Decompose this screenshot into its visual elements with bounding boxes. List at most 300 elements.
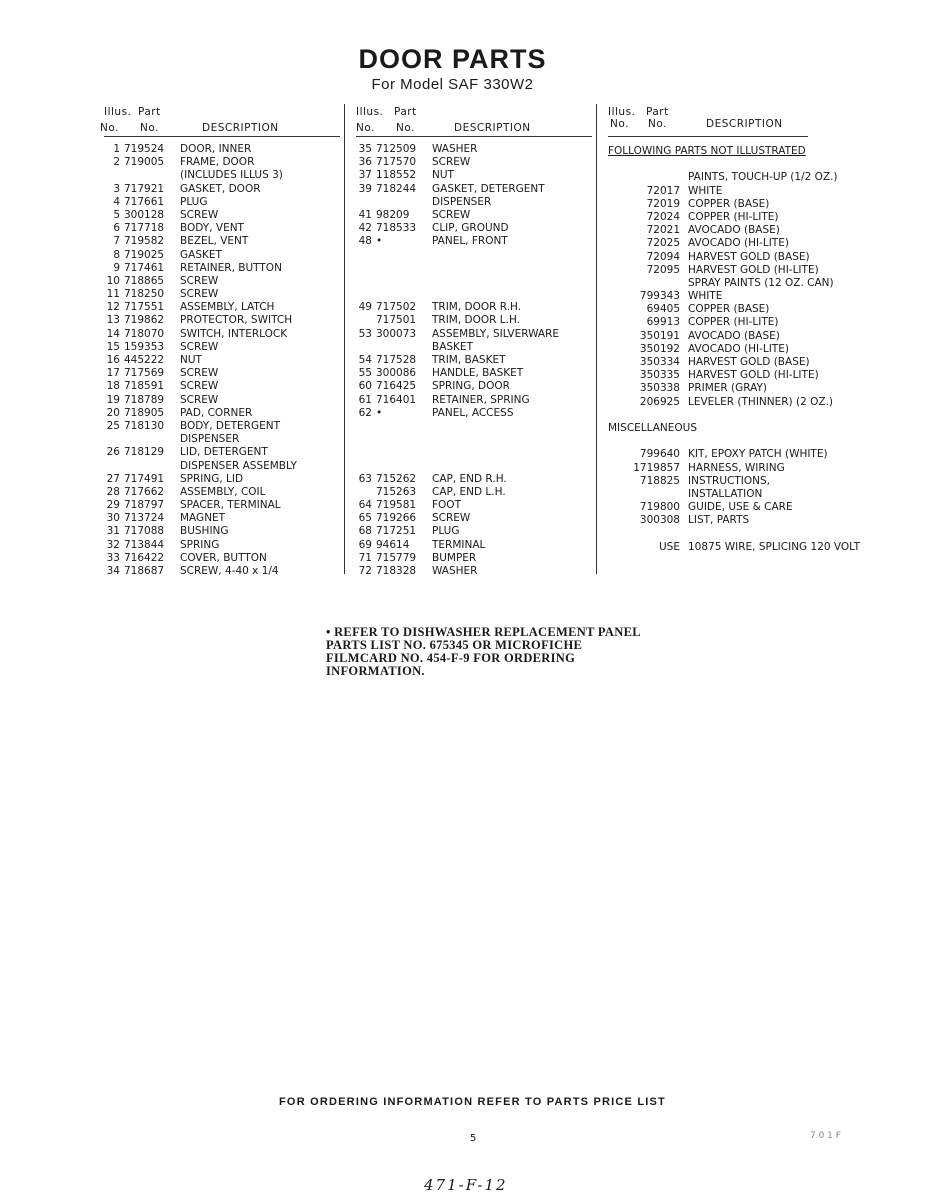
table-row	[608, 343, 868, 356]
illus-number: 18	[106, 380, 120, 393]
part-number: 715779	[376, 551, 417, 564]
part-number: 719005	[124, 156, 165, 169]
table-row	[608, 185, 868, 198]
table-row	[608, 409, 868, 422]
part-description: PANEL, FRONT	[432, 235, 508, 248]
illus-number: 1	[113, 143, 120, 155]
illus-number: 32	[106, 538, 120, 551]
part-number: 717569	[124, 367, 165, 380]
part-description: BUSHING	[180, 525, 229, 538]
illus-number: 7	[113, 235, 120, 248]
part-description: PLUG	[432, 525, 460, 538]
part-number: 72017	[646, 184, 680, 197]
part-number: 717718	[124, 222, 165, 235]
part-number: 713844	[124, 538, 165, 551]
part-description: AVOCADO (BASE)	[688, 224, 780, 237]
part-description: SPACER, TERMINAL	[180, 499, 281, 512]
part-description: HARNESS, WIRING	[688, 461, 785, 474]
part-number: 717662	[124, 485, 165, 498]
illus-number: 20	[106, 406, 120, 419]
table-row	[104, 394, 340, 407]
parts-column-3	[608, 104, 868, 554]
part-description: COPPER (BASE)	[688, 303, 770, 316]
table-row	[608, 488, 868, 501]
part-description: SCREW	[180, 393, 219, 406]
part-description: FRAME, DOOR	[180, 156, 255, 169]
table-row	[608, 527, 868, 540]
column-header	[100, 104, 340, 137]
part-number: 206925	[639, 395, 680, 408]
part-description: (INCLUDES ILLUS 3)	[180, 169, 283, 182]
part-description: CAP, END L.H.	[432, 485, 506, 498]
part-description: GUIDE, USE & CARE	[688, 501, 793, 514]
table-row	[608, 541, 868, 554]
illus-number: 68	[358, 525, 372, 538]
header-description: DESCRIPTION	[706, 118, 783, 130]
part-number: 712509	[376, 143, 417, 155]
part-description: SCREW	[180, 288, 219, 301]
part-description: ASSEMBLY, COIL	[180, 485, 266, 498]
part-number: 159353	[124, 340, 165, 353]
part-number: 717501	[376, 314, 417, 327]
illus-number: 29	[106, 499, 120, 512]
table-row	[104, 275, 340, 288]
part-description: WASHER	[432, 565, 478, 577]
part-description: SWITCH, INTERLOCK	[180, 327, 288, 340]
table-row	[608, 382, 868, 395]
illus-number: 64	[358, 499, 372, 512]
part-number: 300308	[639, 514, 680, 527]
table-row	[104, 473, 340, 486]
illus-number: 48	[358, 235, 372, 248]
table-row	[608, 198, 868, 211]
part-number: 300128	[124, 208, 165, 221]
part-number: 717491	[124, 472, 165, 485]
part-description: CLIP, GROUND	[432, 222, 509, 235]
part-description: COPPER (HI-LITE)	[688, 316, 779, 329]
header-no: No.	[140, 122, 159, 134]
part-description: NUT	[180, 354, 202, 366]
part-number: 300086	[376, 367, 417, 380]
part-description: SPRAY PAINTS (12 OZ. CAN)	[688, 276, 834, 289]
part-number: •	[376, 235, 383, 248]
part-number: 72095	[646, 263, 680, 276]
table-row	[356, 354, 592, 367]
table-row	[356, 301, 592, 314]
part-description: GASKET, DETERGENT	[432, 182, 545, 195]
table-row	[356, 525, 592, 538]
part-number: 118552	[376, 169, 417, 182]
illus-number: 14	[106, 327, 120, 340]
ordering-note: • REFER TO DISHWASHER REPLACEMENT PANEL PARTS LIST NO. 675345 OR MICROFICHE FILMCARD NO. 454-F-9 FOR ORDERING INFORMATION.	[326, 625, 641, 678]
part-number: 300073	[376, 327, 417, 340]
part-description: TRIM, DOOR L.H.	[432, 314, 521, 327]
part-number: 718244	[376, 182, 417, 195]
table-row	[104, 367, 340, 380]
illus-number: 63	[358, 472, 372, 485]
part-number: 718865	[124, 274, 165, 287]
part-number: USE	[659, 540, 680, 553]
illus-number: 34	[106, 565, 120, 577]
table-row	[356, 275, 592, 288]
illus-number: 27	[106, 472, 120, 485]
part-number: 718905	[124, 406, 165, 419]
table-row	[104, 288, 340, 301]
part-number: 718825	[639, 474, 680, 487]
table-row	[356, 222, 592, 235]
part-description: SCREW	[180, 367, 219, 380]
illus-number: 25	[106, 419, 120, 432]
illus-number: 39	[358, 182, 372, 195]
table-row	[356, 143, 592, 156]
table-row	[104, 499, 340, 512]
part-number: 717502	[376, 301, 417, 314]
table-row	[356, 486, 592, 499]
table-row	[608, 224, 868, 237]
illus-number: 54	[358, 354, 372, 366]
illus-number: 6	[113, 222, 120, 235]
part-number: 72019	[646, 197, 680, 210]
illus-number: 71	[358, 551, 372, 564]
table-row	[608, 514, 868, 527]
part-number: 717551	[124, 301, 165, 314]
illus-number: 13	[106, 314, 120, 327]
illus-number: 69	[358, 538, 372, 551]
illus-number: 26	[106, 446, 120, 459]
table-row	[104, 354, 340, 367]
part-number: 72024	[646, 210, 680, 223]
part-description: RETAINER, BUTTON	[180, 261, 282, 274]
table-row	[608, 396, 868, 409]
part-description: HARVEST GOLD (BASE)	[688, 250, 810, 263]
part-description: PRIMER (GRAY)	[688, 382, 768, 395]
part-number: 718797	[124, 499, 165, 512]
part-description: SCREW	[180, 340, 219, 353]
header-illus: Illus.	[104, 106, 132, 118]
part-description: SCREW	[432, 156, 471, 169]
part-description: PLUG	[180, 195, 208, 208]
table-row	[608, 435, 868, 448]
part-number: 718328	[376, 565, 417, 577]
illus-number: 35	[358, 143, 372, 155]
header-no: No.	[396, 122, 415, 134]
illus-number: 65	[358, 512, 372, 525]
table-row	[104, 328, 340, 341]
table-row	[104, 235, 340, 248]
table-row	[104, 314, 340, 327]
part-description: SPRING	[180, 538, 220, 551]
part-number: 718130	[124, 419, 165, 432]
part-description: ASSEMBLY, SILVERWARE	[432, 327, 560, 340]
part-description: AVOCADO (HI-LITE)	[688, 237, 789, 250]
table-row	[104, 249, 340, 262]
corner-code: 7 0 1 F	[810, 1131, 841, 1141]
table-row	[356, 235, 592, 248]
header-part: Part	[646, 106, 669, 118]
part-number: 717088	[124, 525, 165, 538]
part-description: PANEL, ACCESS	[432, 406, 514, 419]
illus-number: 9	[113, 261, 120, 274]
table-row	[356, 209, 592, 222]
table-row	[608, 448, 868, 461]
illus-number: 30	[106, 512, 120, 525]
part-description: HARVEST GOLD (BASE)	[688, 356, 810, 368]
illus-number: 41	[358, 208, 372, 221]
table-row	[104, 183, 340, 196]
table-row	[608, 158, 868, 171]
part-number: 719800	[639, 501, 680, 514]
table-row	[356, 288, 592, 301]
illus-number: 28	[106, 485, 120, 498]
table-row	[104, 512, 340, 525]
part-number: 718070	[124, 327, 165, 340]
part-description: SCREW	[432, 512, 471, 525]
handwritten-note: 471-F-12	[424, 1176, 508, 1194]
part-description: DISPENSER ASSEMBLY	[180, 459, 297, 472]
part-description: TRIM, DOOR R.H.	[432, 301, 522, 314]
table-row	[356, 156, 592, 169]
section-heading-not-illustrated: FOLLOWING PARTS NOT ILLUSTRATED	[608, 145, 806, 157]
part-description: ASSEMBLY, LATCH	[180, 301, 275, 314]
table-row	[104, 420, 340, 433]
part-number: 799343	[639, 290, 680, 303]
table-row	[356, 196, 592, 209]
part-number: 719025	[124, 248, 165, 261]
table-row	[356, 446, 592, 459]
table-row	[356, 512, 592, 525]
part-number: 717251	[376, 525, 417, 538]
illus-number: 33	[106, 551, 120, 564]
part-number: 717528	[376, 354, 417, 366]
part-description: LID, DETERGENT	[180, 446, 268, 459]
part-description: WHITE	[688, 184, 723, 197]
part-number: 719524	[124, 143, 165, 155]
illus-number: 53	[358, 327, 372, 340]
part-description: HANDLE, BASKET	[432, 367, 524, 380]
illus-number: 11	[106, 288, 120, 301]
header-no: No.	[610, 118, 629, 130]
illus-number: 10	[106, 274, 120, 287]
page-subtitle: For Model SAF 330W2	[371, 76, 534, 93]
part-description: RETAINER, SPRING	[432, 393, 530, 406]
illus-number: 42	[358, 222, 372, 235]
table-row	[104, 565, 340, 578]
table-row	[356, 473, 592, 486]
illus-number: 2	[113, 156, 120, 169]
table-row	[104, 196, 340, 209]
illus-number: 12	[106, 301, 120, 314]
parts-list	[608, 145, 868, 554]
part-number: 716401	[376, 393, 417, 406]
part-number: 719862	[124, 314, 165, 327]
illus-number: 61	[358, 393, 372, 406]
table-row	[608, 277, 868, 290]
part-description: SCREW, 4-40 x 1/4	[180, 565, 279, 577]
illus-number: 31	[106, 525, 120, 538]
table-row	[356, 249, 592, 262]
column-divider-1	[344, 104, 345, 574]
table-row	[356, 420, 592, 433]
part-description: MAGNET	[180, 512, 226, 525]
illus-number: 8	[113, 248, 120, 261]
part-number: 1719857	[633, 461, 680, 474]
part-description: SCREW	[180, 274, 219, 287]
table-row	[356, 328, 592, 341]
header-description: DESCRIPTION	[202, 122, 279, 134]
illus-number: 55	[358, 367, 372, 380]
part-number: 716422	[124, 551, 165, 564]
table-row	[104, 222, 340, 235]
part-number: 718533	[376, 222, 417, 235]
part-number: 715262	[376, 472, 417, 485]
part-description: BODY, DETERGENT	[180, 419, 280, 432]
part-number: 350192	[639, 342, 680, 355]
table-row	[104, 380, 340, 393]
part-description: COPPER (HI-LITE)	[688, 210, 779, 223]
part-number: •	[376, 406, 383, 419]
part-description: TRIM, BASKET	[432, 354, 506, 366]
part-description: COPPER (BASE)	[688, 197, 770, 210]
header-illus: Illus.	[608, 106, 636, 118]
table-row	[356, 539, 592, 552]
illus-number: 72	[358, 565, 372, 577]
table-row	[104, 539, 340, 552]
illus-number: 3	[113, 182, 120, 195]
part-number: 799640	[639, 448, 680, 461]
part-number: 717921	[124, 182, 165, 195]
part-description: AVOCADO (HI-LITE)	[688, 342, 789, 355]
table-row	[356, 394, 592, 407]
part-description: CAP, END R.H.	[432, 472, 507, 485]
part-number: 350191	[639, 329, 680, 342]
parts-column-2	[356, 104, 592, 578]
header-part: Part	[394, 106, 417, 118]
part-number: 713724	[124, 512, 165, 525]
column-divider-2	[596, 104, 597, 574]
illus-number: 15	[106, 340, 120, 353]
table-row	[104, 407, 340, 420]
table-row	[608, 290, 868, 303]
table-row	[608, 356, 868, 369]
section-heading-miscellaneous: MISCELLANEOUS	[608, 421, 698, 434]
part-description: SCREW	[180, 380, 219, 393]
table-row	[608, 264, 868, 277]
part-number: 72025	[646, 237, 680, 250]
footer-ordering-info: FOR ORDERING INFORMATION REFER TO PARTS PRICE LIST	[279, 1096, 666, 1108]
table-row	[104, 156, 340, 169]
table-row	[104, 446, 340, 459]
table-row	[356, 460, 592, 473]
table-row	[356, 314, 592, 327]
part-description: BODY, VENT	[180, 222, 244, 235]
illus-number: 37	[358, 169, 372, 182]
table-row	[104, 262, 340, 275]
table-row	[608, 330, 868, 343]
table-row	[608, 251, 868, 264]
table-row	[104, 552, 340, 565]
part-number: 718250	[124, 288, 165, 301]
part-description: INSTALLATION	[688, 487, 763, 500]
part-description: SCREW	[180, 208, 219, 221]
part-description: SPRING, LID	[180, 472, 244, 485]
header-no: No.	[356, 122, 375, 134]
part-description: TERMINAL	[432, 538, 486, 551]
part-number: 715263	[376, 485, 417, 498]
part-number: 718789	[124, 393, 165, 406]
table-row	[356, 565, 592, 578]
part-number: 717570	[376, 156, 417, 169]
part-number: 445222	[124, 354, 165, 366]
column-header	[356, 104, 592, 137]
part-description: DISPENSER	[432, 195, 492, 208]
table-row	[104, 301, 340, 314]
part-number: 69405	[646, 303, 680, 316]
part-number: 350338	[639, 382, 680, 395]
part-number: 718591	[124, 380, 165, 393]
table-row	[608, 475, 868, 488]
part-description: BEZEL, VENT	[180, 235, 249, 248]
table-row	[356, 499, 592, 512]
part-number: 718687	[124, 565, 165, 577]
part-description: SPRING, DOOR	[432, 380, 510, 393]
part-description: WASHER	[432, 143, 478, 155]
page-number: 5	[470, 1133, 477, 1144]
table-row	[608, 369, 868, 382]
illus-number: 17	[106, 367, 120, 380]
illus-number: 5	[113, 208, 120, 221]
header-illus: Illus.	[356, 106, 384, 118]
part-description: GASKET, DOOR	[180, 182, 261, 195]
table-row	[356, 380, 592, 393]
part-number: 350335	[639, 369, 680, 382]
table-row	[356, 407, 592, 420]
part-number: 719582	[124, 235, 165, 248]
part-number: 72094	[646, 250, 680, 263]
part-description: DOOR, INNER	[180, 143, 252, 155]
table-row	[608, 501, 868, 514]
part-number: 719581	[376, 499, 417, 512]
table-row	[608, 316, 868, 329]
page-title: DOOR PARTS	[358, 44, 547, 74]
part-description: 10875 WIRE, SPLICING 120 VOLT	[688, 540, 860, 553]
parts-column-1	[100, 104, 340, 578]
header-description: DESCRIPTION	[454, 122, 531, 134]
part-number: 72021	[646, 224, 680, 237]
illus-number: 36	[358, 156, 372, 169]
illus-number: 16	[106, 354, 120, 366]
table-row	[356, 367, 592, 380]
table-row	[356, 262, 592, 275]
table-row	[356, 183, 592, 196]
table-row	[356, 341, 592, 354]
part-number: 717661	[124, 195, 165, 208]
part-description: BASKET	[432, 340, 473, 353]
table-row	[608, 211, 868, 224]
header-no: No.	[100, 122, 119, 134]
header-part: Part	[138, 106, 161, 118]
part-description: PAINTS, TOUCH-UP (1/2 OZ.)	[688, 171, 838, 184]
part-number: 718129	[124, 446, 165, 459]
part-description: FOOT	[432, 499, 461, 512]
part-description: INSTRUCTIONS,	[688, 474, 770, 487]
table-row	[104, 486, 340, 499]
part-number: 717461	[124, 261, 165, 274]
part-number: 719266	[376, 512, 417, 525]
table-row	[608, 171, 868, 184]
table-row	[104, 341, 340, 354]
table-row	[104, 460, 340, 473]
illus-number: 4	[113, 195, 120, 208]
